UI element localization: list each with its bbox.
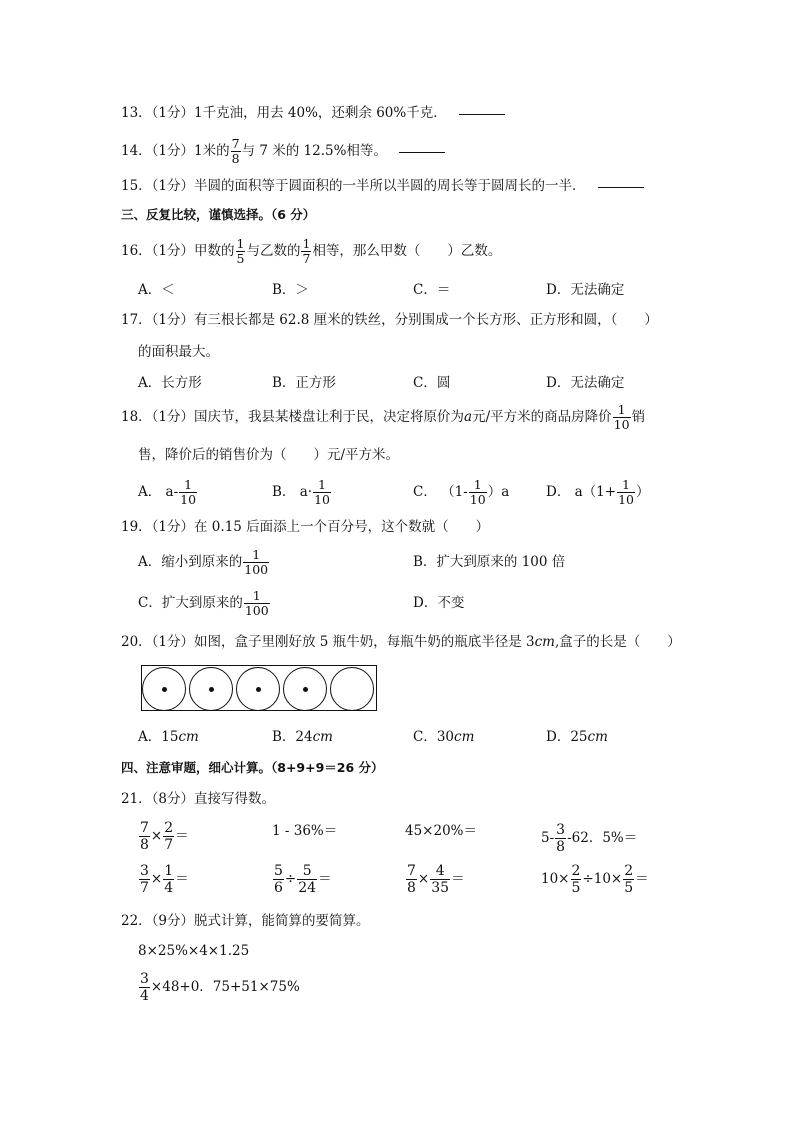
milk-bottle-circle (330, 667, 374, 711)
question-21: 21．（8分）直接写得数。 (121, 791, 276, 807)
option-d[interactable]: D． a（1+ $\frac{1}{10}$ ） (546, 477, 650, 507)
answer-blank[interactable] (399, 151, 445, 153)
option-a[interactable]: A．＜ (138, 282, 175, 298)
expression-8: 10× $\frac{2}{5}$ ÷10× $\frac{2}{5}$ ＝ (541, 863, 649, 896)
expression-3: 45×20%＝ (405, 823, 477, 839)
question-20-post: ,盒子的长是（ ） (554, 634, 681, 650)
milk-bottle-circle (142, 667, 186, 711)
question-19: 19．（1分）在 0.15 后面添上一个百分号，这个数就（ ） (121, 519, 490, 535)
option-c[interactable]: C．圆 (413, 375, 451, 391)
expression-5: $\frac{3}{7}$ × $\frac{1}{4}$ ＝ (140, 863, 189, 896)
question-14-pre: 14．（1分）1米的 (121, 143, 230, 159)
option-c[interactable]: C．30cm (413, 729, 475, 745)
question-16-pre: 16．（1分）甲数的 (121, 243, 235, 259)
section-3-title: 三、反复比较，谨慎选择。（6 分） (121, 207, 316, 222)
question-13-text: 13．（1分）1千克油，用去 40%，还剩余 60%千克． (121, 105, 447, 121)
fraction: $\frac{1}{10}$ (314, 477, 330, 507)
question-16-post: 相等，那么甲数（ ）乙数。 (312, 243, 502, 259)
question-18-pre: 18．（1分）国庆节，我县某楼盘让利于民，决定将原价为 (121, 409, 465, 425)
option-b[interactable]: B．24cm (272, 729, 333, 745)
fraction: $\frac{1}{7}$ (302, 236, 311, 266)
option-b[interactable]: B．正方形 (272, 375, 336, 391)
milk-bottle-circle (283, 667, 327, 711)
fraction: $\frac{1}{10}$ (469, 477, 486, 507)
milk-bottle-circle (189, 667, 233, 711)
expression-1: $\frac{7}{8}$ × $\frac{2}{7}$ ＝ (140, 820, 189, 853)
answer-blank[interactable] (459, 113, 505, 115)
option-c[interactable]: C． （1- $\frac{1}{10}$ ）a (413, 477, 510, 507)
option-d[interactable]: D．无法确定 (546, 282, 625, 298)
option-b[interactable]: B．＞ (272, 282, 309, 298)
option-a[interactable]: A．15cm (138, 729, 199, 745)
question-13 (121, 104, 505, 122)
question-16-mid: 与乙数的 (246, 243, 301, 259)
center-dot (209, 687, 214, 692)
question-18-line-2: 售，降价后的销售价为（ ）元/平方米。 (138, 447, 400, 463)
expression-6: $\frac{5}{6}$ ÷ $\frac{5}{24}$ ＝ (274, 863, 332, 896)
calculation-2: $\frac{3}{4}$ ×48+0．75+51×75% (140, 971, 300, 1004)
option-a[interactable]: A． a- $\frac{1}{10}$ (138, 477, 197, 507)
question-15-text: 15．（1分）半圆的面积等于圆面积的一半所以半圆的周长等于圆周长的一半． (121, 178, 586, 194)
expression-2: 1 - 36%＝ (272, 823, 338, 839)
fraction: $\frac{1}{5}$ (236, 236, 245, 266)
option-c[interactable]: C．扩大到原来的 $\frac{1}{100}$ (138, 588, 269, 618)
option-d[interactable]: D．无法确定 (546, 375, 625, 391)
option-a[interactable]: A．长方形 (138, 375, 202, 391)
expression-7: $\frac{7}{8}$ × $\frac{4}{35}$ ＝ (407, 863, 465, 896)
calculation-1: 8×25%×4×1.25 (138, 943, 250, 959)
question-20 (121, 633, 681, 651)
variable-a: a (464, 409, 473, 425)
center-dot (162, 687, 167, 692)
question-17-line-1: 17．（1分）有三根长都是 62.8 厘米的铁丝，分别围成一个长方形、正方形和圆，（ ） (121, 312, 658, 328)
question-22: 22．（9分）脱式计算，能简算的要简算。 (121, 913, 370, 929)
milk-box-figure (141, 665, 377, 711)
fraction: $\frac{1}{100}$ (244, 588, 269, 618)
fraction: $\frac{1}{10}$ (618, 477, 634, 507)
expression-4: 5- $\frac{3}{8}$ -62．5%＝ (541, 822, 638, 855)
question-18-post: 销 (631, 409, 646, 425)
answer-blank[interactable] (598, 186, 644, 188)
question-17-line-2: 的面积最大。 (138, 344, 219, 360)
option-d[interactable]: D．25cm (546, 729, 608, 745)
question-14 (121, 136, 445, 166)
question-18-mid: 元/平方米的商品房降价 (472, 409, 612, 425)
option-b[interactable]: B． a· $\frac{1}{10}$ (272, 477, 330, 507)
fraction: $\frac{1}{100}$ (244, 547, 269, 577)
center-dot (303, 687, 308, 692)
option-d[interactable]: D．不变 (413, 595, 465, 611)
question-15 (121, 177, 644, 195)
option-a[interactable]: A．缩小到原来的 $\frac{1}{100}$ (138, 547, 269, 577)
fraction: $\frac{1}{10}$ (613, 402, 630, 432)
question-20-pre: 20．（1分）如图，盒子里刚好放 5 瓶牛奶，每瓶牛奶的瓶底半径是 3 (121, 634, 535, 650)
center-dot (256, 687, 261, 692)
milk-bottle-circle (236, 667, 280, 711)
option-c[interactable]: C．＝ (413, 282, 451, 298)
fraction: $\frac{7}{8}$ (231, 136, 240, 166)
question-18-line-1 (121, 402, 645, 432)
fraction: $\frac{1}{10}$ (180, 477, 197, 507)
question-16 (121, 236, 501, 266)
unit-cm: cm (534, 634, 555, 650)
question-14-post: 与 7 米的 12.5%相等。 (241, 143, 387, 159)
option-b[interactable]: B．扩大到原来的 100 倍 (413, 554, 566, 570)
section-4-title: 四、注意审题，细心计算。（8+9+9＝26 分） (121, 760, 384, 775)
